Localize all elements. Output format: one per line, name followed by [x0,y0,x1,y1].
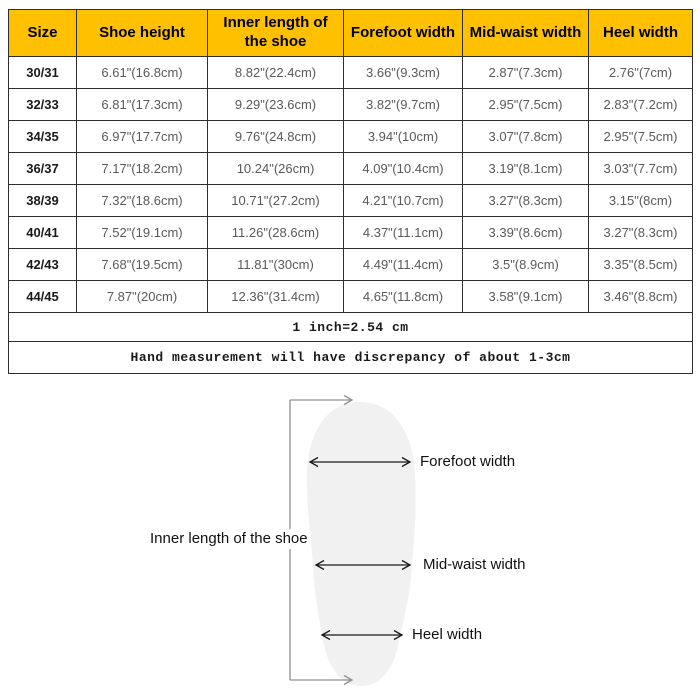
value-cell: 2.87"(7.3cm) [463,57,589,89]
column-header-inner-length: Inner length of the shoe [208,10,344,57]
size-cell: 44/45 [9,281,77,313]
size-chart-footer [9,313,693,374]
size-chart-body [9,57,693,313]
value-cell: 6.81"(17.3cm) [77,89,208,121]
value-cell: 4.37"(11.1cm) [344,217,463,249]
value-cell: 7.32"(18.6cm) [77,185,208,217]
value-cell: 8.82"(22.4cm) [208,57,344,89]
size-cell: 32/33 [9,89,77,121]
midwaist-width-label: Mid-waist width [423,556,526,573]
value-cell: 4.49"(11.4cm) [344,249,463,281]
value-cell: 3.27"(8.3cm) [589,217,693,249]
size-cell: 42/43 [9,249,77,281]
value-cell: 3.39"(8.6cm) [463,217,589,249]
value-cell: 6.61"(16.8cm) [77,57,208,89]
insole-diagram-canvas [0,390,700,700]
value-cell: 10.24"(26cm) [208,153,344,185]
table-row [9,185,693,217]
insole-shape [307,402,416,686]
value-cell: 12.36"(31.4cm) [208,281,344,313]
size-cell: 36/37 [9,153,77,185]
value-cell: 2.76"(7cm) [589,57,693,89]
table-row [9,249,693,281]
value-cell: 3.07"(7.8cm) [463,121,589,153]
table-row [9,153,693,185]
note-row [9,342,693,374]
size-cell: 40/41 [9,217,77,249]
value-cell: 7.68"(19.5cm) [77,249,208,281]
inner-length-label: Inner length of the shoe [150,530,308,547]
heel-width-label: Heel width [412,626,483,643]
value-cell: 2.83"(7.2cm) [589,89,693,121]
value-cell: 3.35"(8.5cm) [589,249,693,281]
size-cell: 30/31 [9,57,77,89]
measurement-discrepancy-note: Hand measurement will have discrepancy of about 1-3cm [9,342,693,374]
value-cell: 3.66"(9.3cm) [344,57,463,89]
value-cell: 3.94"(10cm) [344,121,463,153]
value-cell: 3.19"(8.1cm) [463,153,589,185]
value-cell: 9.76"(24.8cm) [208,121,344,153]
value-cell: 3.58"(9.1cm) [463,281,589,313]
value-cell: 3.15"(8cm) [589,185,693,217]
table-row [9,89,693,121]
value-cell: 3.46"(8.8cm) [589,281,693,313]
header-row [9,10,693,57]
column-header-heel-width: Heel width [589,10,693,57]
value-cell: 3.03"(7.7cm) [589,153,693,185]
value-cell: 3.27"(8.3cm) [463,185,589,217]
size-cell: 38/39 [9,185,77,217]
value-cell: 7.52"(19.1cm) [77,217,208,249]
value-cell: 7.17"(18.2cm) [77,153,208,185]
value-cell: 10.71"(27.2cm) [208,185,344,217]
value-cell: 2.95"(7.5cm) [463,89,589,121]
size-chart-table [8,9,693,374]
note-row [9,313,693,342]
size-cell: 34/35 [9,121,77,153]
forefoot-width-label: Forefoot width [420,453,516,470]
insole-measurement-diagram [0,390,700,700]
table-row [9,217,693,249]
column-header-midwaist-width: Mid-waist width [463,10,589,57]
table-row [9,121,693,153]
column-header-forefoot-width: Forefoot width [344,10,463,57]
value-cell: 4.65"(11.8cm) [344,281,463,313]
column-header-shoe-height: Shoe height [77,10,208,57]
value-cell: 4.21"(10.7cm) [344,185,463,217]
value-cell: 3.5"(8.9cm) [463,249,589,281]
table-row [9,57,693,89]
value-cell: 4.09"(10.4cm) [344,153,463,185]
size-chart-header [9,10,693,57]
value-cell: 11.81"(30cm) [208,249,344,281]
value-cell: 6.97"(17.7cm) [77,121,208,153]
value-cell: 2.95"(7.5cm) [589,121,693,153]
value-cell: 7.87"(20cm) [77,281,208,313]
table-row [9,281,693,313]
column-header-size: Size [9,10,77,57]
inch-conversion-note: 1 inch=2.54 cm [9,313,693,342]
value-cell: 3.82"(9.7cm) [344,89,463,121]
value-cell: 9.29"(23.6cm) [208,89,344,121]
value-cell: 11.26"(28.6cm) [208,217,344,249]
